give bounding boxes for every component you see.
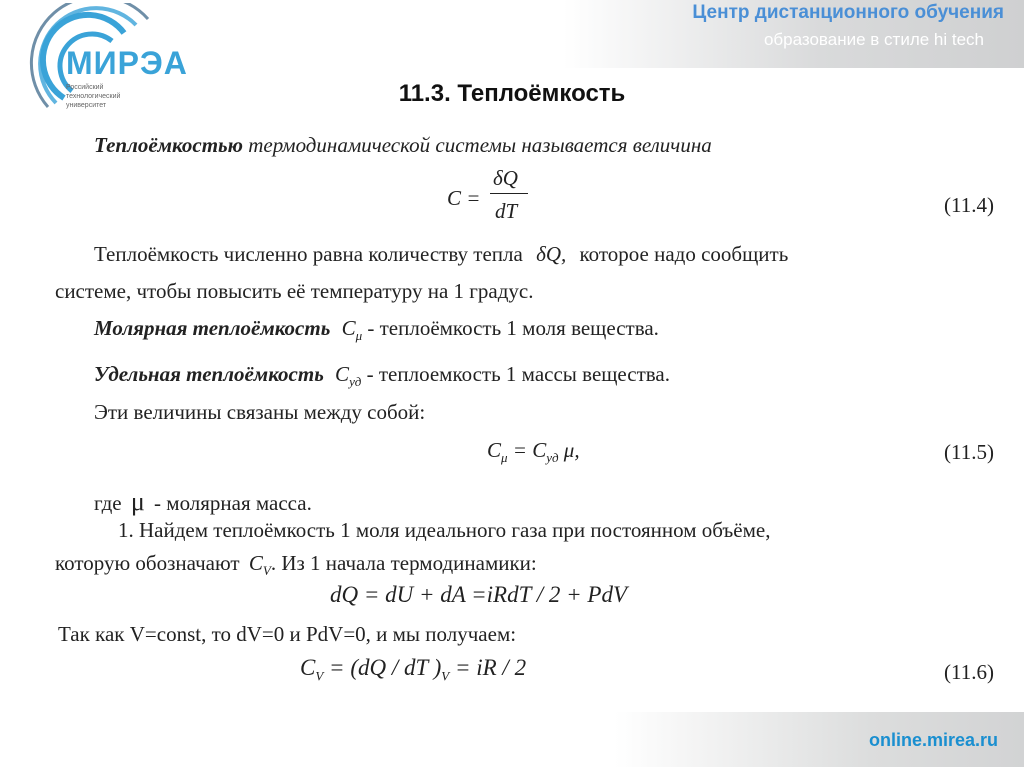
specific-definition: - теплоемкость 1 массы вещества. (366, 362, 670, 386)
logo-name: МИРЭА (66, 45, 188, 81)
molar-mass-line: где μ - молярная масса. (94, 487, 312, 516)
eq1-numerator: δQ (493, 166, 518, 190)
tagline: образование в стиле hi tech (763, 30, 984, 49)
definition-text: термодинамической системы называется величина (248, 133, 712, 157)
eq2: $C_\mu = C_{уд}$ μ, (487, 438, 580, 466)
molar-capacity-line (94, 316, 659, 344)
definition-term: Теплоёмкостью (94, 133, 243, 157)
footer-url[interactable]: online.mirea.ru (868, 730, 998, 750)
eq3-first-law: dQ = dU + dA =iRdT / 2 + PdV (330, 582, 627, 607)
constant-volume-line: Так как V=const, то dV=0 и PdV=0, и мы получаем: (58, 622, 517, 646)
specific-symbol: $C_{уд}$ (335, 362, 362, 390)
cv-symbol: $C_V$ (248, 551, 271, 579)
ideal-gas-line-2: которую обозначают $C_V$. Из 1 начала термодинамики: (55, 551, 537, 579)
p2-text-a: Теплоёмкость численно равна количеству тепла (94, 242, 523, 266)
heat-capacity-line-1 (94, 242, 994, 267)
eq4: $C_V = (dQ$ / dT )$_V$ = iR / 2 (300, 655, 527, 684)
eq4-number: (11.6) (944, 660, 994, 684)
delta-q-symbol: δQ, (536, 242, 567, 266)
p2-text-b: которое надо сообщить (579, 242, 789, 266)
eq2-number: (11.5) (944, 440, 994, 464)
heat-capacity-line-2: системе, чтобы повысить её температуру на 1 градус. (55, 279, 534, 303)
molar-term: Молярная теплоёмкость (94, 316, 331, 340)
relation-intro: Эти величины связаны между собой: (94, 400, 426, 424)
eq1-lhs: C = (447, 186, 481, 210)
center-name: Центр дистанционного обучения (692, 2, 1004, 23)
definition-line (94, 133, 712, 158)
ideal-gas-line-1: 1. Найдем теплоёмкость 1 моля идеального газа при постоянном объёме, (118, 518, 771, 542)
molar-definition: - теплоёмкость 1 моля вещества. (367, 316, 659, 340)
mu-symbol: μ (130, 487, 145, 516)
specific-term: Удельная теплоёмкость (94, 362, 324, 386)
page-title: 11.3. Теплоёмкость (398, 80, 626, 107)
logo-subtitle: Российский технологический университет (66, 84, 121, 109)
eq1-fraction-bar (490, 193, 528, 194)
eq1-number: (11.4) (944, 193, 994, 217)
specific-capacity-line (94, 362, 670, 390)
eq1-denominator: dT (495, 199, 518, 223)
molar-symbol: $C_\mu$ (341, 316, 363, 344)
